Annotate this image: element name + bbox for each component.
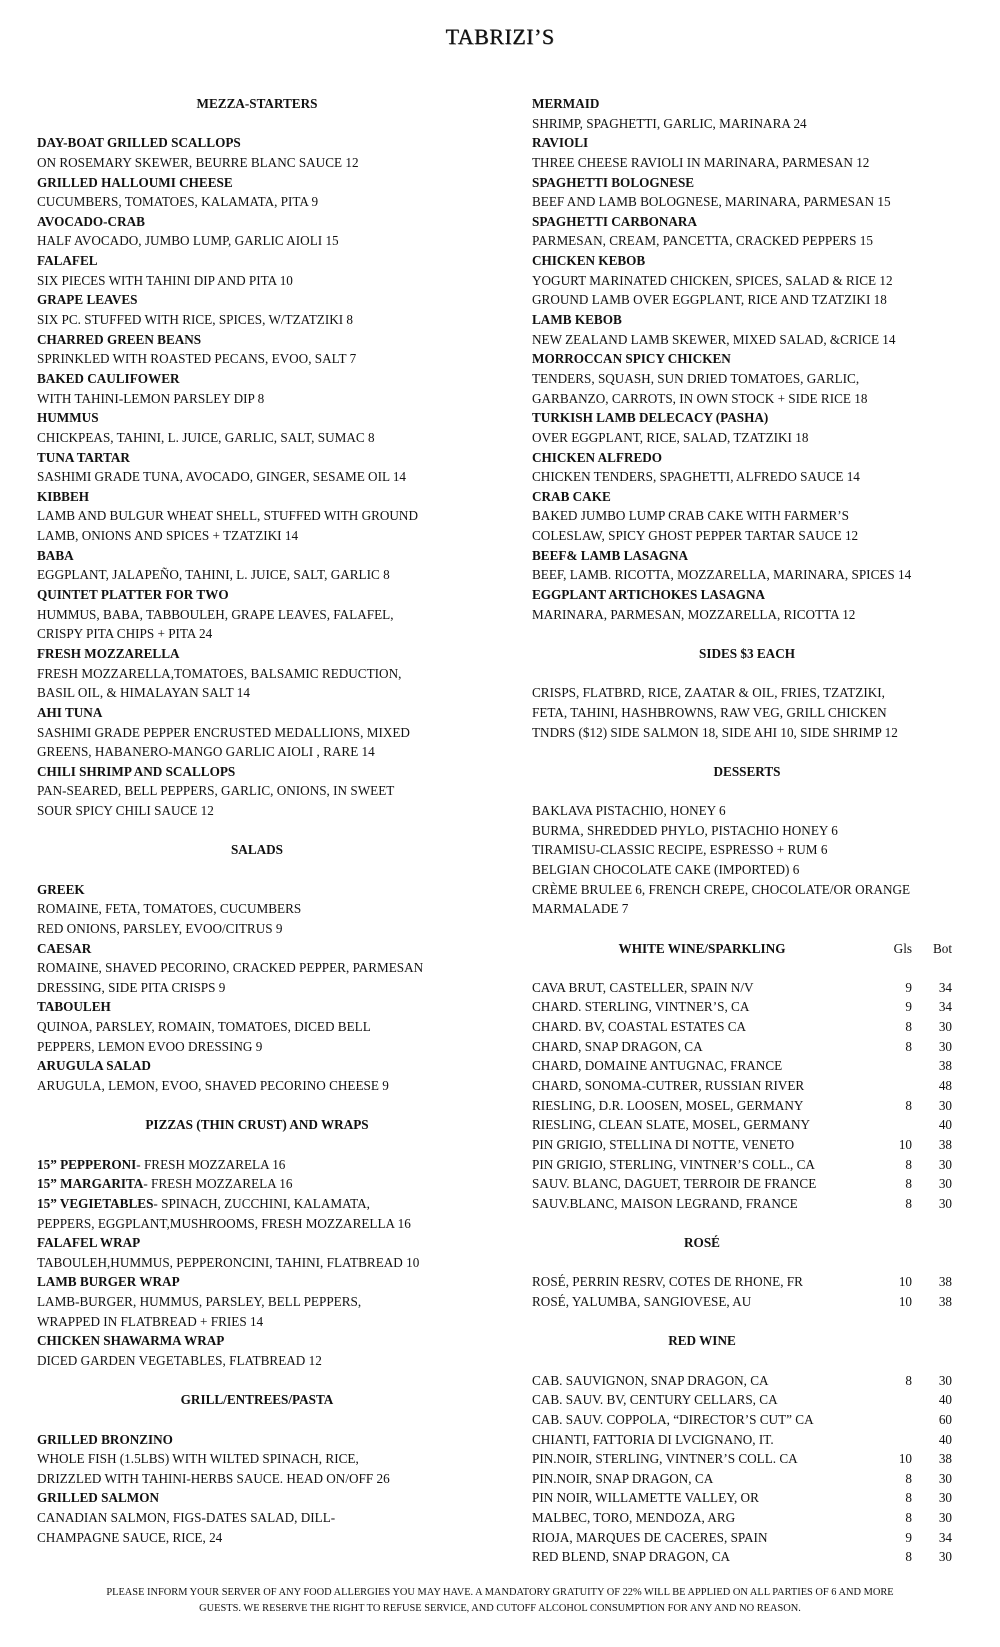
wine-name: CAB. SAUV. COPPOLA, “DIRECTOR’S CUT” CA — [532, 1411, 814, 1427]
menu-item-name: FRESH MOZZARELLA — [37, 645, 180, 661]
dessert-line: CRÈME BRULEE 6, FRENCH CREPE, CHOCOLATE/OR ORANGE — [532, 881, 911, 897]
spacer — [532, 664, 962, 684]
menu-item-name: LAMB KEBOB — [532, 312, 622, 328]
wine-name: RIOJA, MARQUES DE CACERES, SPAIN — [532, 1529, 768, 1545]
wine-glass-price: 8 — [905, 1019, 912, 1035]
menu-item-description: CANADIAN SALMON, FIGS-DATES SALAD, DILL- — [37, 1510, 336, 1526]
menu-item — [37, 1272, 477, 1292]
spacer — [37, 1410, 477, 1430]
menu-item — [37, 1331, 477, 1351]
wine-glass-price — [872, 1390, 912, 1410]
wine-name: CHARD, SNAP DRAGON, CA — [532, 1038, 703, 1054]
wine-row — [532, 1488, 962, 1508]
spacer — [37, 114, 477, 134]
menu-item-description: GROUND LAMB OVER EGGPLANT, RICE AND TZATZIKI 18 — [532, 292, 887, 308]
wine-bottle-price: 34 — [938, 979, 952, 995]
wine-row — [532, 997, 962, 1017]
dessert-line: BAKLAVA PISTACHIO, HONEY 6 — [532, 803, 726, 819]
menu-item-name: 15” VEGIETABLES — [37, 1195, 154, 1211]
wine-name: CHARD. STERLING, VINTNER’S, CA — [532, 999, 750, 1015]
menu-item-name: KIBBEH — [37, 488, 90, 504]
wine-bottle-price: 30 — [938, 1195, 952, 1211]
wine-glass-price: 10 — [898, 1451, 912, 1467]
menu-item-description: - FRESH MOZZARELA 16 — [136, 1156, 286, 1172]
wine-row — [532, 1017, 962, 1037]
menu-item-name: CHARRED GREEN BEANS — [37, 331, 202, 347]
wine-name: PIN.NOIR, STERLING, VINTNER’S COLL. CA — [532, 1451, 798, 1467]
spacer — [37, 1135, 477, 1155]
menu-item-name: 15” PEPPERONI — [37, 1156, 137, 1172]
menu-item-name: LAMB BURGER WRAP — [37, 1274, 180, 1290]
section-heading: ROSÉ — [684, 1235, 720, 1251]
menu-item-description: BEEF AND LAMB BOLOGNESE, MARINARA, PARMESAN 15 — [532, 194, 891, 210]
spacer — [532, 958, 962, 978]
menu-item-description: EGGPLANT, JALAPEÑO, TAHINI, L. JUICE, SALT, GARLIC 8 — [37, 567, 390, 583]
wine-name: PIN NOIR, WILLAMETTE VALLEY, OR — [532, 1490, 759, 1506]
menu-item-description: PEPPERS, EGGPLANT,MUSHROOMS, FRESH MOZZARELLA 16 — [37, 1215, 411, 1231]
menu-item-description: COLESLAW, SPICY GHOST PEPPER TARTAR SAUCE 12 — [532, 528, 859, 544]
menu-item — [37, 1292, 477, 1312]
footer-line-1: PLEASE INFORM YOUR SERVER OF ANY FOOD ALLERGIES YOU MAY HAVE. A MANDATORY GRATUITY OF 22% WILL BE APPLIED ON ALL PARTIES OF 6 AND MORE — [106, 1587, 894, 1598]
menu-item-description: PAN-SEARED, BELL PEPPERS, GARLIC, ONIONS, IN SWEET — [37, 783, 395, 799]
menu-item-description: LAMB, ONIONS AND SPICES + TZATZIKI 14 — [37, 528, 299, 544]
wine-row — [532, 1371, 962, 1391]
wine-bottle-price: 40 — [938, 1392, 952, 1408]
wine-glass-price: 8 — [905, 1195, 912, 1211]
wine-row — [532, 1272, 962, 1292]
wine-row — [532, 1115, 962, 1135]
wine-bottle-price: 30 — [938, 1510, 952, 1526]
menu-item-description: SPRINKLED WITH ROASTED PECANS, EVOO, SALT 7 — [37, 351, 357, 367]
menu-item — [37, 1214, 477, 1234]
menu-item-description: - SPINACH, ZUCCHINI, KALAMATA, — [153, 1195, 370, 1211]
menu-item — [37, 1233, 477, 1253]
wine-glass-price: 8 — [905, 1097, 912, 1113]
menu-item-description: GARBANZO, CARROTS, IN OWN STOCK + SIDE RICE 18 — [532, 390, 868, 406]
menu-item-name: MERMAID — [532, 96, 600, 111]
red-wine-header — [532, 1331, 962, 1351]
wine-glass-price — [872, 1430, 912, 1450]
menu-item-name: TUNA TARTAR — [37, 449, 130, 465]
wine-glass-price: 8 — [905, 1038, 912, 1054]
menu-item-name: TABOULEH — [37, 999, 111, 1015]
menu-item-description: HUMMUS, BABA, TABBOULEH, GRAPE LEAVES, FALAFEL, — [37, 606, 394, 622]
wine-glass-price — [872, 1076, 912, 1096]
menu-item-name: BABA — [37, 547, 74, 563]
menu-item-description: CHICKPEAS, TAHINI, L. JUICE, GARLIC, SALT, SUMAC 8 — [37, 429, 375, 445]
menu-item-name: BEEF& LAMB LASAGNA — [532, 547, 689, 563]
wine-bottle-price: 34 — [938, 999, 952, 1015]
wine-name: RIESLING, CLEAN SLATE, MOSEL, GERMANY — [532, 1117, 811, 1133]
sides-line: CRISPS, FLATBRD, RICE, ZAATAR & OIL, FRIES, TZATZIKI, — [532, 685, 885, 701]
wine-bottle-price: 30 — [938, 1490, 952, 1506]
wine-name: PIN GRIGIO, STELLINA DI NOTTE, VENETO — [532, 1136, 795, 1152]
wine-glass-price: 9 — [905, 979, 912, 995]
menu-item — [37, 1312, 477, 1332]
menu-item-name: HUMMUS — [37, 410, 99, 426]
wine-name: MALBEC, TORO, MENDOZA, ARG — [532, 1510, 736, 1526]
wine-bottle-price: 30 — [938, 1470, 952, 1486]
menu-item-name: CAESAR — [37, 940, 92, 956]
menu-item-name: ARUGULA SALAD — [37, 1058, 151, 1074]
dessert-line: BELGIAN CHOCOLATE CAKE (IMPORTED) 6 — [532, 861, 800, 877]
spacer — [37, 1096, 477, 1116]
menu-item-name: QUINTET PLATTER FOR TWO — [37, 587, 229, 603]
spacer — [532, 919, 962, 939]
wine-row — [532, 1449, 962, 1469]
menu-item-description: ROMAINE, SHAVED PECORINO, CRACKED PEPPER, PARMESAN — [37, 960, 424, 976]
menu-item-description: OVER EGGPLANT, RICE, SALAD, TZATZIKI 18 — [532, 429, 809, 445]
footer-notice — [30, 1585, 970, 1617]
wine-bottle-price: 38 — [938, 1274, 952, 1290]
menu-item-description: LAMB AND BULGUR WHEAT SHELL, STUFFED WITH GROUND — [37, 508, 418, 524]
wine-name: SAUV. BLANC, DAGUET, TERROIR DE FRANCE — [532, 1176, 817, 1192]
wine-row — [532, 1390, 962, 1410]
wine-row — [532, 1292, 962, 1312]
spacer — [532, 1253, 962, 1273]
wine-row — [532, 1469, 962, 1489]
wine-row — [532, 1194, 962, 1214]
dessert-line: TIRAMISU-CLASSIC RECIPE, ESPRESSO + RUM 6 — [532, 842, 828, 858]
spacer — [37, 821, 477, 841]
wine-row — [532, 978, 962, 998]
section-heading: WHITE WINE/SPARKLING — [618, 940, 786, 956]
menu-item-description: DRIZZLED WITH TAHINI-HERBS SAUCE. HEAD ON/OFF 26 — [37, 1470, 390, 1486]
wine-name: CAVA BRUT, CASTELLER, SPAIN N/V — [532, 979, 754, 995]
spacer — [532, 1214, 962, 1234]
sides-line: FETA, TAHINI, HASHBROWNS, RAW VEG, GRILL CHICKEN — [532, 704, 887, 720]
spacer — [532, 742, 962, 762]
menu-item-name: 15” MARGARITA — [37, 1176, 144, 1192]
wine-glass-price: 8 — [905, 1510, 912, 1526]
spacer — [532, 781, 962, 801]
wine-list-header — [532, 939, 962, 959]
menu-item-description: BEEF, LAMB. RICOTTA, MOZZARELLA, MARINARA, SPICES 14 — [532, 567, 912, 583]
wine-row — [532, 1174, 962, 1194]
menu-item-description: SASHIMI GRADE PEPPER ENCRUSTED MEDALLIONS, MIXED — [37, 724, 410, 740]
wine-glass-price: 10 — [898, 1136, 912, 1152]
wine-bottle-price: 30 — [938, 1038, 952, 1054]
wine-name: ROSÉ, PERRIN RESRV, COTES DE RHONE, FR — [532, 1274, 803, 1290]
menu-item-description: PEPPERS, LEMON EVOO DRESSING 9 — [37, 1038, 263, 1054]
wine-bottle-price: 34 — [938, 1529, 952, 1545]
menu-item-description: NEW ZEALAND LAMB SKEWER, MIXED SALAD, &CRICE 14 — [532, 331, 896, 347]
menu-item-description: ARUGULA, LEMON, EVOO, SHAVED PECORINO CHEESE 9 — [37, 1078, 389, 1094]
rose-header — [532, 1233, 962, 1253]
wine-name: CAB. SAUVIGNON, SNAP DRAGON, CA — [532, 1372, 769, 1388]
menu-item — [37, 1155, 477, 1175]
restaurant-title: TABRIZI’S — [445, 24, 555, 49]
wine-bottle-price: 48 — [938, 1078, 952, 1094]
spacer — [37, 1371, 477, 1391]
wine-glass-price: 8 — [905, 1176, 912, 1192]
menu-item-name: FALAFEL WRAP — [37, 1235, 141, 1251]
wine-name: RED BLEND, SNAP DRAGON, CA — [532, 1549, 731, 1565]
menu-item-name: CHICKEN ALFREDO — [532, 449, 663, 465]
menu-item-name: GRAPE LEAVES — [37, 292, 138, 308]
wine-glass-price: 10 — [898, 1274, 912, 1290]
menu-item-description: SOUR SPICY CHILI SAUCE 12 — [37, 803, 214, 819]
section-heading: SALADS — [230, 842, 284, 858]
menu-item-description: FRESH MOZZARELLA,TOMATOES, BALSAMIC REDUCTION, — [37, 665, 402, 681]
menu-item-description: THREE CHEESE RAVIOLI IN MARINARA, PARMESAN 12 — [532, 154, 870, 170]
menu-item-name: SPAGHETTI BOLOGNESE — [532, 174, 695, 190]
spacer — [532, 1312, 962, 1332]
wine-bottle-price: 30 — [938, 1097, 952, 1113]
wine-name: SAUV.BLANC, MAISON LEGRAND, FRANCE — [532, 1195, 798, 1211]
sides-line: TNDRS ($12) SIDE SALMON 18, SIDE AHI 10, SIDE SHRIMP 12 — [532, 724, 898, 740]
wine-name: ROSÉ, YALUMBA, SANGIOVESE, AU — [532, 1294, 752, 1310]
bottle-column-label: Bot — [932, 940, 952, 956]
wine-glass-price — [872, 1056, 912, 1076]
menu-item-description: WRAPPED IN FLATBREAD + FRIES 14 — [37, 1313, 264, 1329]
menu-item-name: GRILLED HALLOUMI CHEESE — [37, 174, 233, 190]
glass-column-label: Gls — [893, 940, 912, 956]
menu-item-description: BAKED JUMBO LUMP CRAB CAKE WITH FARMER’S — [532, 508, 850, 524]
wine-name: PIN.NOIR, SNAP DRAGON, CA — [532, 1470, 714, 1486]
wine-glass-price: 8 — [905, 1490, 912, 1506]
wine-bottle-price: 30 — [938, 1176, 952, 1192]
section-heading: MEZZA-STARTERS — [196, 96, 318, 111]
menu-item-name: GRILLED SALMON — [37, 1490, 160, 1506]
menu-item-description: SIX PIECES WITH TAHINI DIP AND PITA 10 — [37, 272, 293, 288]
wine-row — [532, 1528, 962, 1548]
wine-name: CHARD, DOMAINE ANTUGNAC, FRANCE — [532, 1058, 783, 1074]
wine-bottle-price: 38 — [938, 1136, 952, 1152]
wine-glass-price: 10 — [898, 1294, 912, 1310]
menu-item-description: SASHIMI GRADE TUNA, AVOCADO, GINGER, SESAME OIL 14 — [37, 469, 407, 485]
right-column — [532, 94, 962, 1567]
wine-name: RIESLING, D.R. LOOSEN, MOSEL, GERMANY — [532, 1097, 804, 1113]
wine-bottle-price: 30 — [938, 1019, 952, 1035]
menu-item-description: DICED GARDEN VEGETABLES, FLATBREAD 12 — [37, 1353, 322, 1368]
menu-item-name: BAKED CAULIFOWER — [37, 370, 180, 386]
wine-row — [532, 1056, 962, 1076]
wine-bottle-price: 38 — [938, 1451, 952, 1467]
dessert-line: MARMALADE 7 — [532, 901, 629, 917]
section-heading: GRILL/ENTREES/PASTA — [180, 1392, 334, 1408]
wine-name: PIN GRIGIO, STERLING, VINTNER’S COLL., CA — [532, 1156, 815, 1172]
menu-item-description: TABOULEH,HUMMUS, PEPPERONCINI, TAHINI, FLATBREAD 10 — [37, 1254, 420, 1270]
wine-row — [532, 1547, 962, 1567]
wine-row — [532, 1037, 962, 1057]
menu-item-description: WHOLE FISH (1.5LBS) WITH WILTED SPINACH, RICE, — [37, 1451, 359, 1467]
menu-item-description: YOGURT MARINATED CHICKEN, SPICES, SALAD & RICE 12 — [532, 272, 893, 288]
menu-item — [37, 1351, 477, 1371]
menu-item-description: CHAMPAGNE SAUCE, RICE, 24 — [37, 1529, 223, 1545]
menu-item-description: BASIL OIL, & HIMALAYAN SALT 14 — [37, 685, 250, 701]
menu-item — [37, 1174, 477, 1194]
wine-name: CHARD. BV, COASTAL ESTATES CA — [532, 1019, 747, 1035]
menu-item-name: TURKISH LAMB DELECACY (PASHA) — [532, 410, 769, 426]
menu-item-description: HALF AVOCADO, JUMBO LUMP, GARLIC AIOLI 15 — [37, 233, 339, 249]
menu-item-name: CHICKEN SHAWARMA WRAP — [37, 1333, 225, 1349]
wine-row — [532, 1096, 962, 1116]
wine-name: CAB. SAUV. BV, CENTURY CELLARS, CA — [532, 1392, 778, 1408]
menu-item-description: RED ONIONS, PARSLEY, EVOO/CITRUS 9 — [37, 920, 283, 936]
menu-item-name: GREEK — [37, 881, 85, 897]
dessert-line: BURMA, SHREDDED PHYLO, PISTACHIO HONEY 6 — [532, 822, 838, 838]
wine-bottle-price: 60 — [938, 1411, 952, 1427]
wine-glass-price — [872, 1410, 912, 1430]
menu-item-description: LAMB-BURGER, HUMMUS, PARSLEY, BELL PEPPERS, — [37, 1294, 362, 1310]
menu-item-name: CHILI SHRIMP AND SCALLOPS — [37, 763, 236, 779]
wine-row — [532, 1508, 962, 1528]
wine-bottle-price: 38 — [938, 1294, 952, 1310]
wine-glass-price: 9 — [905, 1529, 912, 1545]
menu-item-description: ROMAINE, FETA, TOMATOES, CUCUMBERS — [37, 901, 302, 917]
menu-item-description: CUCUMBERS, TOMATOES, KALAMATA, PITA 9 — [37, 194, 319, 210]
menu-item-name: DAY-BOAT GRILLED SCALLOPS — [37, 135, 241, 151]
menu-item-description: SIX PC. STUFFED WITH RICE, SPICES, W/TZATZIKI 8 — [37, 312, 354, 328]
spacer — [37, 860, 477, 880]
menu-item — [37, 1194, 477, 1214]
menu-item-description: DRESSING, SIDE PITA CRISPS 9 — [37, 979, 226, 995]
menu-item-name: EGGPLANT ARTICHOKES LASAGNA — [532, 587, 766, 603]
wine-name: CHARD, SONOMA-CUTRER, RUSSIAN RIVER — [532, 1078, 805, 1094]
wine-bottle-price: 40 — [938, 1117, 952, 1133]
wine-bottle-price: 38 — [938, 1058, 952, 1074]
wine-glass-price — [872, 1115, 912, 1135]
wine-bottle-price: 40 — [938, 1431, 952, 1447]
spacer — [532, 624, 962, 644]
menu-item-description: PARMESAN, CREAM, PANCETTA, CRACKED PEPPERS 15 — [532, 233, 873, 249]
menu-item-name: CHICKEN KEBOB — [532, 253, 646, 269]
wine-glass-price: 8 — [905, 1470, 912, 1486]
menu-item-description: QUINOA, PARSLEY, ROMAIN, TOMATOES, DICED BELL — [37, 1019, 371, 1035]
wine-bottle-price: 30 — [938, 1372, 952, 1388]
menu-item-description: TENDERS, SQUASH, SUN DRIED TOMATOES, GARLIC, — [532, 370, 860, 386]
wine-bottle-price: 30 — [938, 1549, 952, 1565]
wine-row — [532, 1410, 962, 1430]
menu-item-description: GREENS, HABANERO-MANGO GARLIC AIOLI , RARE 14 — [37, 744, 375, 760]
section-heading: PIZZAS (THIN CRUST) AND WRAPS — [145, 1117, 369, 1133]
wine-glass-price: 8 — [905, 1156, 912, 1172]
menu-item-name: GRILLED BRONZINO — [37, 1431, 173, 1447]
wine-row — [532, 1430, 962, 1450]
wine-row — [532, 1135, 962, 1155]
wine-name: CHIANTI, FATTORIA DI LVCIGNANO, IT. — [532, 1431, 774, 1447]
section-heading: DESSERTS — [713, 763, 781, 779]
menu-item-name: AVOCADO-CRAB — [37, 213, 145, 229]
wine-row — [532, 1155, 962, 1175]
menu-item-name: FALAFEL — [37, 253, 98, 269]
menu-item — [37, 1253, 477, 1273]
menu-item-description: MARINARA, PARMESAN, MOZZARELLA, RICOTTA 12 — [532, 606, 856, 622]
menu-item-name: MORROCCAN SPICY CHICKEN — [532, 351, 731, 367]
section-heading: SIDES $3 EACH — [698, 645, 795, 661]
section-heading: RED WINE — [668, 1333, 736, 1349]
wine-glass-price: 8 — [905, 1372, 912, 1388]
menu-item-description: SHRIMP, SPAGHETTI, GARLIC, MARINARA 24 — [532, 115, 807, 131]
menu-item-description: CRISPY PITA CHIPS + PITA 24 — [37, 626, 213, 642]
menu-item-description: - FRESH MOZZARELA 16 — [143, 1176, 293, 1192]
left-column — [37, 94, 477, 1547]
menu-item-description: WITH TAHINI-LEMON PARSLEY DIP 8 — [37, 390, 265, 406]
menu-item-name: RAVIOLI — [532, 135, 589, 151]
menu-item-description: ON ROSEMARY SKEWER, BEURRE BLANC SAUCE 12 — [37, 154, 359, 170]
wine-bottle-price: 30 — [938, 1156, 952, 1172]
menu-item-name: AHI TUNA — [37, 704, 103, 720]
menu-item-name: CRAB CAKE — [532, 488, 611, 504]
footer-line-2: GUESTS. WE RESERVE THE RIGHT TO REFUSE SERVICE, AND CUTOFF ALCOHOL CONSUMPTION FOR ANY AND NO REASON. — [199, 1603, 801, 1614]
spacer — [532, 1351, 962, 1371]
menu-item-description: CHICKEN TENDERS, SPAGHETTI, ALFREDO SAUCE 14 — [532, 469, 860, 485]
wine-glass-price: 9 — [905, 999, 912, 1015]
wine-row — [532, 1076, 962, 1096]
menu-item-name: SPAGHETTI CARBONARA — [532, 213, 697, 229]
wine-glass-price: 8 — [905, 1549, 912, 1565]
